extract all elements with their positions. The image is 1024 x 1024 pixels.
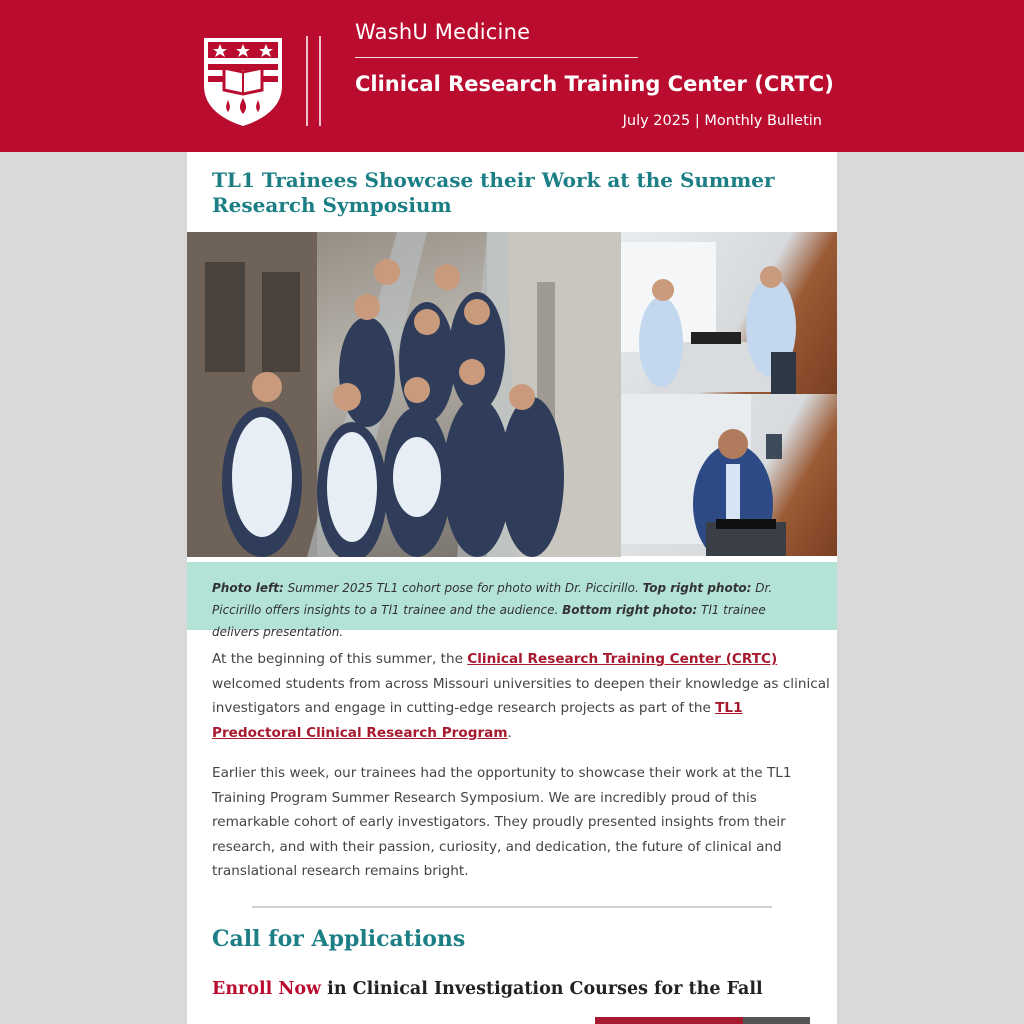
header-divider-line (319, 36, 321, 126)
article-paragraph (212, 647, 832, 745)
bulletin-date: July 2025 | Monthly Bulletin (622, 113, 822, 129)
paragraph-text: At the beginning of this summer, the (212, 651, 468, 667)
crtc-link[interactable]: Clinical Research Training Center (CRTC) (467, 651, 778, 667)
section-divider (252, 906, 772, 908)
caption-text: Tl1 trainee delivers presentation. (212, 603, 766, 639)
caption-label: Bottom right photo: (562, 603, 698, 617)
caption-text: Dr. Piccirillo offers insights to a Tl1 trainee and the audience. (212, 581, 773, 617)
brand-name[interactable]: WashU Medicine (355, 20, 531, 44)
paragraph-text: welcomed students from across Missouri universities to deepen their knowledge as clinical investigators and engage in cutting-edge research projects as part of the (212, 675, 830, 716)
enroll-heading (212, 979, 763, 999)
promo-banner-strip (595, 1017, 810, 1024)
article-paragraph: Earlier this week, our trainees had the opportunity to showcase their work at the TL1 Training Program Summer Research Symposium. We are incredibly proud of this remarkable cohort of early investigators. They proudly presented insights from their research, and with their passion, curiosity, and dedication, the future of clinical and translational research remains bright. (212, 765, 792, 879)
caption-label: Photo left: (212, 581, 284, 595)
promo-banner-red (595, 1017, 743, 1024)
washu-crest-icon (200, 34, 286, 128)
caption-text: Summer 2025 TL1 cohort pose for photo with Dr. Piccirillo. (283, 581, 643, 595)
bulletin-header (0, 0, 1024, 152)
call-for-applications-heading: Call for Applications (212, 926, 466, 952)
presentation-photo-icon (621, 232, 837, 394)
center-name: Clinical Research Training Center (CRTC) (355, 72, 834, 96)
caption-label: Top right photo: (642, 581, 752, 595)
enroll-now-accent: Enroll Now (212, 979, 322, 999)
photo-top-right[interactable] (621, 232, 837, 394)
photo-caption (187, 562, 837, 639)
article-headline: TL1 Trainees Showcase their Work at the Summer Research Symposium (212, 168, 775, 217)
paragraph-text: . (507, 724, 512, 741)
tl1-program-link[interactable]: TL1 Predoctoral Clinical Research Program (212, 700, 743, 741)
photo-group-cohort[interactable] (187, 232, 621, 557)
group-photo-icon (187, 232, 621, 557)
photo-bottom-right[interactable] (621, 394, 837, 556)
enroll-heading-text: in Clinical Investigation Courses for the Fall (321, 979, 763, 999)
presenter-photo-icon (621, 394, 837, 556)
header-divider-line (306, 36, 308, 126)
content-card (187, 152, 837, 1024)
promo-banner-gray (743, 1017, 810, 1024)
brand-rule (355, 57, 638, 58)
